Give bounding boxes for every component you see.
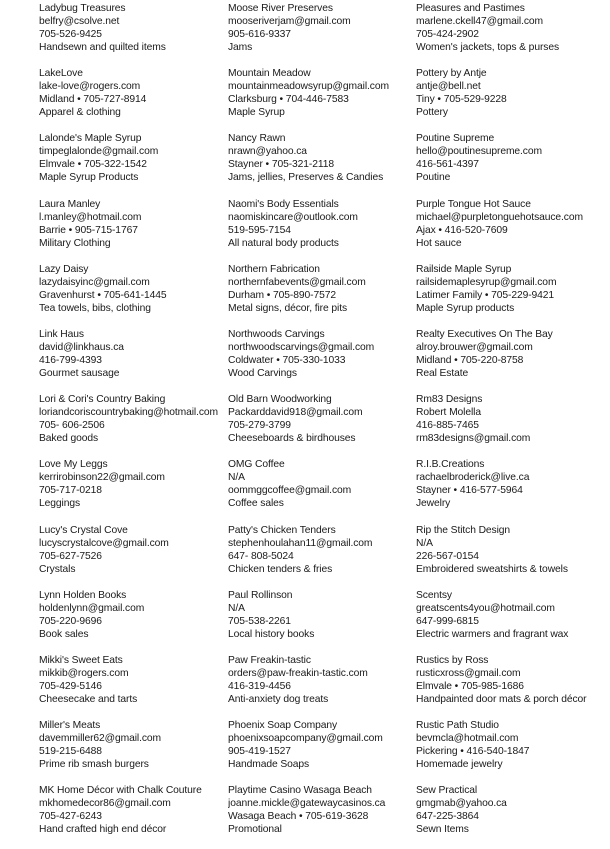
vendor-contact-line: david@linkhaus.ca <box>39 341 124 353</box>
vendor-name: Lori & Cori's Country Baking <box>39 394 166 406</box>
vendor-name: Pottery by Antje <box>416 68 487 80</box>
vendor-name: Rip the Stitch Design <box>416 524 511 536</box>
vendor-contact-line: lake-love@rogers.com <box>39 81 141 93</box>
vendor-contact-line: Latimer Family • 705-229-9421 <box>416 289 555 301</box>
vendor-contact-line: loriandcoriscountrybaking@hotmail.com <box>39 407 219 419</box>
vendor-name: Old Barn Woodworking <box>228 394 332 406</box>
vendor-contact-line: belfry@csolve.net <box>39 16 120 27</box>
vendor-contact-line: timpeglalonde@gmail.com <box>39 146 159 158</box>
vendor-name: Paul Rollinson <box>228 589 293 601</box>
vendor-entry <box>228 2 418 67</box>
vendor-name: Love My Leggs <box>39 459 108 471</box>
vendor-contact-line: Gravenhurst • 705-641-1445 <box>39 289 167 301</box>
vendor-description: Jams <box>228 42 253 53</box>
vendor-contact-line: 705-627-7526 <box>39 550 102 562</box>
vendor-contact-line: Clarksburg • 704-446-7583 <box>228 94 349 106</box>
vendor-contact-line: 905-616-9337 <box>228 29 291 40</box>
vendor-entry <box>416 328 606 393</box>
vendor-contact-line: railsidemaplesyrup@gmail.com <box>416 276 557 288</box>
vendor-entry <box>416 198 606 263</box>
vendor-contact-line: Tiny • 705-529-9228 <box>416 94 507 106</box>
vendor-description: Baked goods <box>39 433 99 445</box>
vendor-description: Sewn Items <box>416 824 469 836</box>
vendor-contact-line: Elmvale • 705-322-1542 <box>39 159 147 171</box>
vendor-contact-line: Pickering • 416-540-1847 <box>416 746 530 758</box>
vendor-contact-line: 519-595-7154 <box>228 224 291 236</box>
vendor-contact-line: kerrirobinson22@gmail.com <box>39 472 165 484</box>
vendor-contact-line: hello@poutinesupreme.com <box>416 146 542 158</box>
vendor-entry <box>416 2 606 67</box>
vendor-description: Handmade Soaps <box>228 759 310 771</box>
vendor-name: Moose River Preserves <box>228 3 333 14</box>
vendor-contact-line: orders@paw-freakin-tastic.com <box>228 667 368 679</box>
vendor-name: Realty Executives On The Bay <box>416 328 553 340</box>
vendor-description: Apparel & clothing <box>39 107 121 119</box>
vendor-contact-line: michael@purpletonguehotsauce.com <box>416 211 583 223</box>
vendor-contact-line: 416-319-4456 <box>228 680 291 692</box>
vendor-name: Naomi's Body Essentials <box>228 198 339 210</box>
vendor-name: LakeLove <box>39 68 83 80</box>
vendor-name: R.I.B.Creations <box>416 459 485 471</box>
vendor-contact-line: gmgmab@yahoo.ca <box>416 798 507 810</box>
vendor-entry <box>228 132 418 197</box>
vendor-name: MK Home Décor with Chalk Couture <box>39 785 202 797</box>
vendor-name: Lazy Daisy <box>39 263 89 275</box>
vendor-contact-line: 416-885-7465 <box>416 420 479 432</box>
vendor-contact-line: Midland • 705-727-8914 <box>39 94 147 106</box>
vendor-description: Electric warmers and fragrant wax <box>416 628 569 640</box>
vendor-description: Leggings <box>39 498 80 510</box>
vendor-contact-line: antje@bell.net <box>416 81 481 93</box>
vendor-contact-line: 416-561-4397 <box>416 159 479 171</box>
vendor-contact-line: stephenhoulahan11@gmail.com <box>228 537 373 549</box>
vendor-description: rm83designs@gmail.com <box>416 433 531 445</box>
vendor-name: Nancy Rawn <box>228 133 286 145</box>
vendor-contact-line: 647-999-6815 <box>416 615 479 627</box>
vendor-description: Real Estate <box>416 367 469 379</box>
vendor-contact-line: rusticxross@gmail.com <box>416 667 521 679</box>
vendor-contact-line: naomiskincare@outlook.com <box>228 211 358 223</box>
vendor-name: Railside Maple Syrup <box>416 263 512 275</box>
vendor-contact-line: 705-279-3799 <box>228 420 291 432</box>
vendor-name: Laura Manley <box>39 198 101 210</box>
vendor-contact-line: 705-429-5146 <box>39 680 102 692</box>
vendor-name: Playtime Casino Wasaga Beach <box>228 785 372 797</box>
vendor-contact-line: 519-215-6488 <box>39 746 102 758</box>
vendor-entry <box>416 132 606 197</box>
vendor-entry <box>39 132 229 197</box>
vendor-entry <box>39 328 229 393</box>
vendor-contact-line: davemmiller62@gmail.com <box>39 733 162 745</box>
vendor-entry <box>39 263 229 328</box>
vendor-name: Link Haus <box>39 328 84 340</box>
vendor-description: Poutine <box>416 172 451 184</box>
vendor-description: Metal signs, décor, fire pits <box>228 302 347 314</box>
vendor-description: Wood Carvings <box>228 367 297 379</box>
vendor-entry <box>416 67 606 132</box>
vendor-name: Purple Tongue Hot Sauce <box>416 198 531 210</box>
vendor-contact-line: alroy.brouwer@gmail.com <box>416 341 533 353</box>
vendor-name: Lynn Holden Books <box>39 589 127 601</box>
vendor-name: Scentsy <box>416 589 452 601</box>
vendor-description: Coffee sales <box>228 498 284 510</box>
vendor-entry <box>39 654 229 719</box>
vendor-contact-line: holdenlynn@gmail.com <box>39 602 145 614</box>
vendor-contact-line: 705-220-9696 <box>39 615 102 627</box>
vendor-contact-line: Stayner • 416-577-5964 <box>416 485 523 497</box>
vendor-description: Gourmet sausage <box>39 367 120 379</box>
vendor-entry <box>228 719 418 784</box>
vendor-name: OMG Coffee <box>228 459 285 471</box>
vendor-description: Hot sauce <box>416 237 462 249</box>
vendor-description: Cheeseboards & birdhouses <box>228 433 356 445</box>
vendor-entry <box>39 458 229 523</box>
vendor-description: Handpainted door mats & porch décor <box>416 693 587 705</box>
vendor-contact-line: northwoodscarvings@gmail.com <box>228 341 375 353</box>
vendor-entry <box>416 784 606 849</box>
vendor-description: Hand crafted high end décor <box>39 824 167 836</box>
vendor-entry <box>39 719 229 784</box>
vendor-description: Pottery <box>416 107 448 119</box>
vendor-entry <box>39 524 229 589</box>
vendor-entry <box>39 2 229 67</box>
vendor-entry <box>416 393 606 458</box>
vendor-contact-line: Durham • 705-890-7572 <box>228 289 336 301</box>
vendor-contact-line: Wasaga Beach • 705-619-3628 <box>228 811 369 823</box>
vendor-contact-line: Barrie • 905-715-1767 <box>39 224 138 236</box>
vendor-entry <box>416 589 606 654</box>
vendor-entry <box>416 719 606 784</box>
vendor-entry <box>416 263 606 328</box>
vendor-entry <box>39 784 229 849</box>
vendor-description: Book sales <box>39 628 89 640</box>
vendor-entry <box>416 458 606 523</box>
vendor-column-2 <box>228 2 418 849</box>
vendor-contact-line: nrawn@yahoo.ca <box>228 146 307 158</box>
vendor-contact-line: N/A <box>416 537 433 549</box>
vendor-contact-line: N/A <box>228 472 245 484</box>
vendor-contact-line: 705-526-9425 <box>39 29 102 40</box>
vendor-description: Promotional <box>228 824 282 836</box>
vendor-description: Anti-anxiety dog treats <box>228 693 329 705</box>
vendor-contact-line: mountainmeadowsyrup@gmail.com <box>228 81 389 93</box>
vendor-name: Sew Practical <box>416 785 478 797</box>
vendor-contact-line: 705-538-2261 <box>228 615 291 627</box>
vendor-description: Maple Syrup products <box>416 302 515 314</box>
vendor-name: Rustics by Ross <box>416 654 489 666</box>
vendor-entry <box>228 524 418 589</box>
vendor-name: Rm83 Designs <box>416 394 483 406</box>
vendor-entry <box>228 654 418 719</box>
vendor-name: Poutine Supreme <box>416 133 495 145</box>
vendor-contact-line: northernfabevents@gmail.com <box>228 276 366 288</box>
vendor-description: Military Clothing <box>39 237 111 249</box>
vendor-name: Mountain Meadow <box>228 68 311 80</box>
vendor-contact-line: 705-424-2902 <box>416 29 479 40</box>
vendor-description: Handsewn and quilted items <box>39 42 166 53</box>
vendor-contact-line: 416-799-4393 <box>39 354 102 366</box>
vendor-name: Lalonde's Maple Syrup <box>39 133 142 145</box>
vendor-contact-line: 905-419-1527 <box>228 746 291 758</box>
vendor-entry <box>39 198 229 263</box>
vendor-entry <box>228 589 418 654</box>
vendor-description: Women's jackets, tops & purses <box>416 42 559 53</box>
vendor-entry <box>39 589 229 654</box>
vendor-contact-line: mooseriverjam@gmail.com <box>228 16 351 27</box>
vendor-entry <box>39 393 229 458</box>
vendor-description: Local history books <box>228 628 315 640</box>
vendor-entry <box>228 328 418 393</box>
vendor-contact-line: lazydaisyinc@gmail.com <box>39 276 150 288</box>
vendor-name: Ladybug Treasures <box>39 3 126 14</box>
vendor-contact-line: 705- 606-2506 <box>39 420 105 432</box>
vendor-entry <box>228 784 418 849</box>
vendor-name: Mikki's Sweet Eats <box>39 654 123 666</box>
vendor-entry <box>416 524 606 589</box>
vendor-name: Pleasures and Pastimes <box>416 3 525 14</box>
vendor-contact-line: joanne.mickle@gatewaycasinos.ca <box>228 798 386 810</box>
vendor-name: Northern Fabrication <box>228 263 320 275</box>
vendor-contact-line: oommggcoffee@gmail.com <box>228 485 352 497</box>
vendor-description: Jewelry <box>416 498 451 510</box>
vendor-contact-line: 705-427-6243 <box>39 811 102 823</box>
vendor-name: Northwoods Carvings <box>228 328 325 340</box>
vendor-contact-line: greatscents4you@hotmail.com <box>416 602 555 614</box>
vendor-entry <box>228 393 418 458</box>
vendor-contact-line: N/A <box>228 602 245 614</box>
vendor-description: Embroidered sweatshirts & towels <box>416 563 568 575</box>
vendor-contact-line: phoenixsoapcompany@gmail.com <box>228 733 383 745</box>
vendor-entry <box>228 458 418 523</box>
vendor-entry <box>228 263 418 328</box>
vendor-name: Patty's Chicken Tenders <box>228 524 336 536</box>
vendor-name: Phoenix Soap Company <box>228 720 338 732</box>
vendor-description: Maple Syrup <box>228 107 285 119</box>
vendor-name: Rustic Path Studio <box>416 720 499 732</box>
vendor-description: Tea towels, bibs, clothing <box>39 302 151 314</box>
vendor-contact-line: Stayner • 705-321-2118 <box>228 159 334 171</box>
vendor-column-3 <box>416 2 606 849</box>
vendor-contact-line: lucyscrystalcove@gmail.com <box>39 537 169 549</box>
vendor-contact-line: 647-225-3864 <box>416 811 479 823</box>
vendor-contact-line: Coldwater • 705-330-1033 <box>228 354 346 366</box>
vendor-contact-line: Packarddavid918@gmail.com <box>228 407 363 419</box>
vendor-description: Prime rib smash burgers <box>39 759 149 771</box>
vendor-contact-line: 647- 808-5024 <box>228 550 294 562</box>
vendor-contact-line: mikkib@rogers.com <box>39 667 129 679</box>
vendor-description: All natural body products <box>228 237 339 249</box>
vendor-contact-line: 226-567-0154 <box>416 550 479 562</box>
vendor-entry <box>228 67 418 132</box>
vendor-entry <box>39 67 229 132</box>
vendor-description: Crystals <box>39 563 76 575</box>
vendor-contact-line: Robert Molella <box>416 407 481 419</box>
vendor-entry <box>416 654 606 719</box>
vendor-entry <box>228 198 418 263</box>
vendor-name: Paw Freakin-tastic <box>228 654 311 666</box>
vendor-contact-line: rachaelbroderick@live.ca <box>416 472 530 484</box>
vendor-description: Maple Syrup Products <box>39 172 139 184</box>
vendor-description: Jams, jellies, Preserves & Candies <box>228 172 384 184</box>
vendor-contact-line: Midland • 705-220-8758 <box>416 354 524 366</box>
vendor-description: Cheesecake and tarts <box>39 693 138 705</box>
vendor-name: Lucy's Crystal Cove <box>39 524 128 536</box>
vendor-contact-line: 705-717-0218 <box>39 485 102 497</box>
vendor-column-1 <box>39 2 229 849</box>
vendor-contact-line: bevmcla@hotmail.com <box>416 733 519 745</box>
vendor-contact-line: Elmvale • 705-985-1686 <box>416 680 524 692</box>
vendor-contact-line: Ajax • 416-520-7609 <box>416 224 508 236</box>
vendor-contact-line: marlene.ckell47@gmail.com <box>416 16 543 27</box>
vendor-contact-line: mkhomedecor86@gmail.com <box>39 798 171 810</box>
vendor-contact-line: l.manley@hotmail.com <box>39 211 142 223</box>
vendor-name: Miller's Meats <box>39 720 101 732</box>
vendor-description: Chicken tenders & fries <box>228 563 333 575</box>
vendor-description: Homemade jewelry <box>416 759 503 771</box>
